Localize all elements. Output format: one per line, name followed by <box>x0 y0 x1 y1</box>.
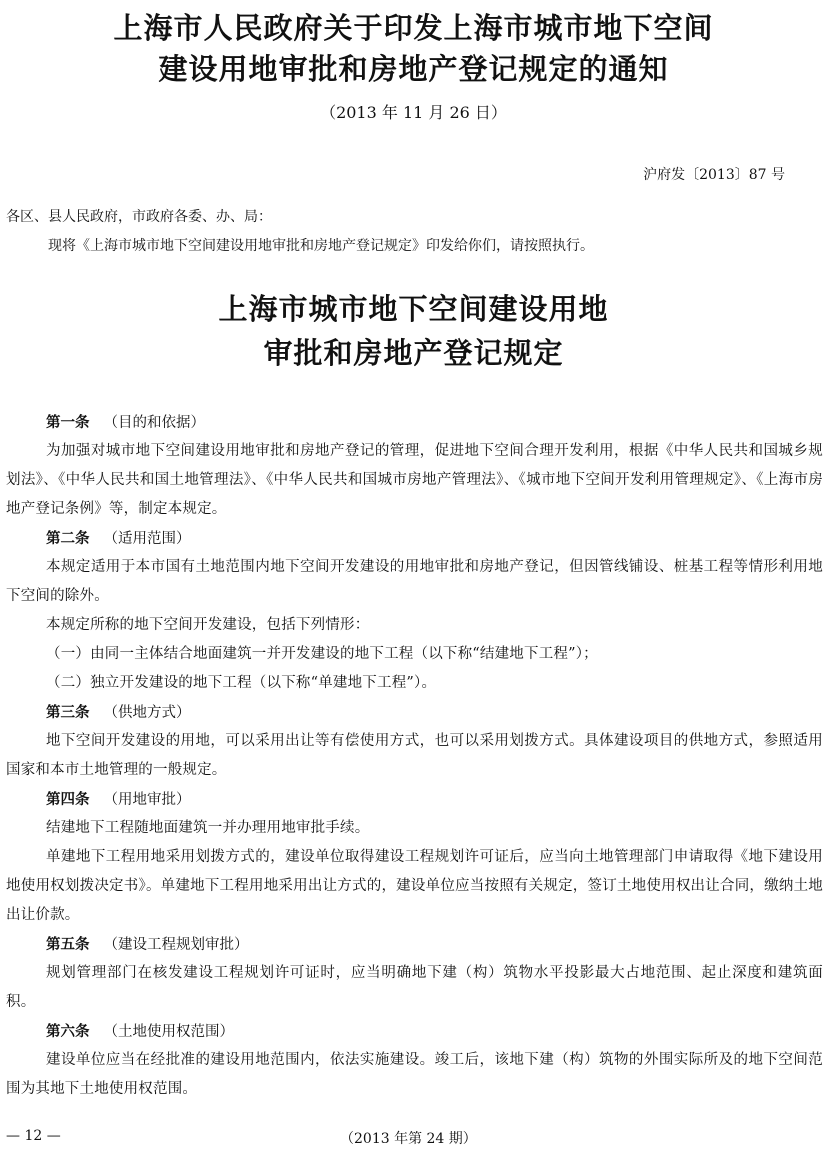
article-heading <box>6 1017 823 1046</box>
article-label: 第二条 <box>46 530 90 547</box>
notice-date: （2013 年 11 月 26 日） <box>320 103 507 122</box>
notice-title-line1: 上海市人民政府关于印发上海市城市地下空间 <box>113 11 714 45</box>
article-heading <box>6 785 823 814</box>
article-heading <box>6 408 823 437</box>
regulation-title <box>0 287 827 375</box>
article-subtitle: （适用范围） <box>103 531 191 547</box>
article-paragraph: 本规定所称的地下空间开发建设，包括下列情形： <box>46 617 370 633</box>
article-paragraph: 建设单位应当在经批准的建设用地范围内，依法实施建设。竣工后，该地下建（构）筑物的外围实际所及的地下空间范围为其地下土地使用权范围。 <box>6 1052 823 1097</box>
article-label: 第一条 <box>46 414 90 431</box>
article-paragraph: （一）由同一主体结合地面建筑一并开发建设的地下工程（以下称“结建地下工程”）； <box>46 646 598 662</box>
article-paragraph: 地下空间开发建设的用地，可以采用出让等有偿使用方式，也可以采用划拨方式。具体建设项目的供地方式，参照适用国家和本市土地管理的一般规定。 <box>6 733 823 778</box>
notice-title-line2: 建设用地审批和房地产登记规定的通知 <box>158 52 669 86</box>
regulation-title-line2: 审批和房地产登记规定 <box>263 336 564 370</box>
article-label: 第五条 <box>46 936 90 953</box>
article-subtitle: （供地方式） <box>103 705 191 721</box>
article-subtitle: （土地使用权范围） <box>103 1024 234 1040</box>
article-paragraph: （二）独立开发建设的地下工程（以下称“单建地下工程”）。 <box>46 675 437 691</box>
issue-label: （2013 年第 24 期） <box>340 1131 477 1147</box>
doc-number: 沪府发〔2013〕87 号 <box>643 167 785 183</box>
article-label: 第六条 <box>46 1023 90 1040</box>
article-heading <box>6 698 823 727</box>
regulation-body <box>6 408 823 1104</box>
article-subtitle: （用地审批） <box>103 792 191 808</box>
article-heading <box>6 524 823 553</box>
notice-title <box>0 8 827 90</box>
article-label: 第四条 <box>46 791 90 808</box>
regulation-title-line1: 上海市城市地下空间建设用地 <box>218 292 609 326</box>
preamble: 现将《上海市城市地下空间建设用地审批和房地产登记规定》印发给你们，请按照执行。 <box>48 238 594 254</box>
article-label: 第三条 <box>46 704 90 721</box>
page-number: — 12 — <box>6 1128 61 1144</box>
article-paragraph: 结建地下工程随地面建筑一并办理用地审批手续。 <box>46 820 370 836</box>
article-paragraph: 规划管理部门在核发建设工程规划许可证时，应当明确地下建（构）筑物水平投影最大占地范围、起止深度和建筑面积。 <box>6 965 823 1010</box>
article-paragraph: 本规定适用于本市国有土地范围内地下空间开发建设的用地审批和房地产登记，但因管线铺设、桩基工程等情形利用地下空间的除外。 <box>6 559 823 604</box>
article-paragraph: 为加强对城市地下空间建设用地审批和房地产登记的管理，促进地下空间合理开发利用，根据《中华人民共和国城乡规划法》、《中华人民共和国土地管理法》、《中华人民共和国城市房地产管理法》、《城市地下空间开发利用管理规定》、《上海市房地产登记条例》等，制定本规定。 <box>6 443 823 517</box>
article-heading <box>6 930 823 959</box>
article-subtitle: （目的和依据） <box>103 415 205 431</box>
article-paragraph: 单建地下工程用地采用划拨方式的，建设单位取得建设工程规划许可证后，应当向土地管理部门申请取得《地下建设用地使用权划拨决定书》。单建地下工程用地采用出让方式的，建设单位应当按照有关规定，签订土地使用权出让合同，缴纳土地出让价款。 <box>6 849 823 923</box>
addressee: 各区、县人民政府，市政府各委、办、局： <box>6 209 272 225</box>
article-subtitle: （建设工程规划审批） <box>103 937 249 953</box>
